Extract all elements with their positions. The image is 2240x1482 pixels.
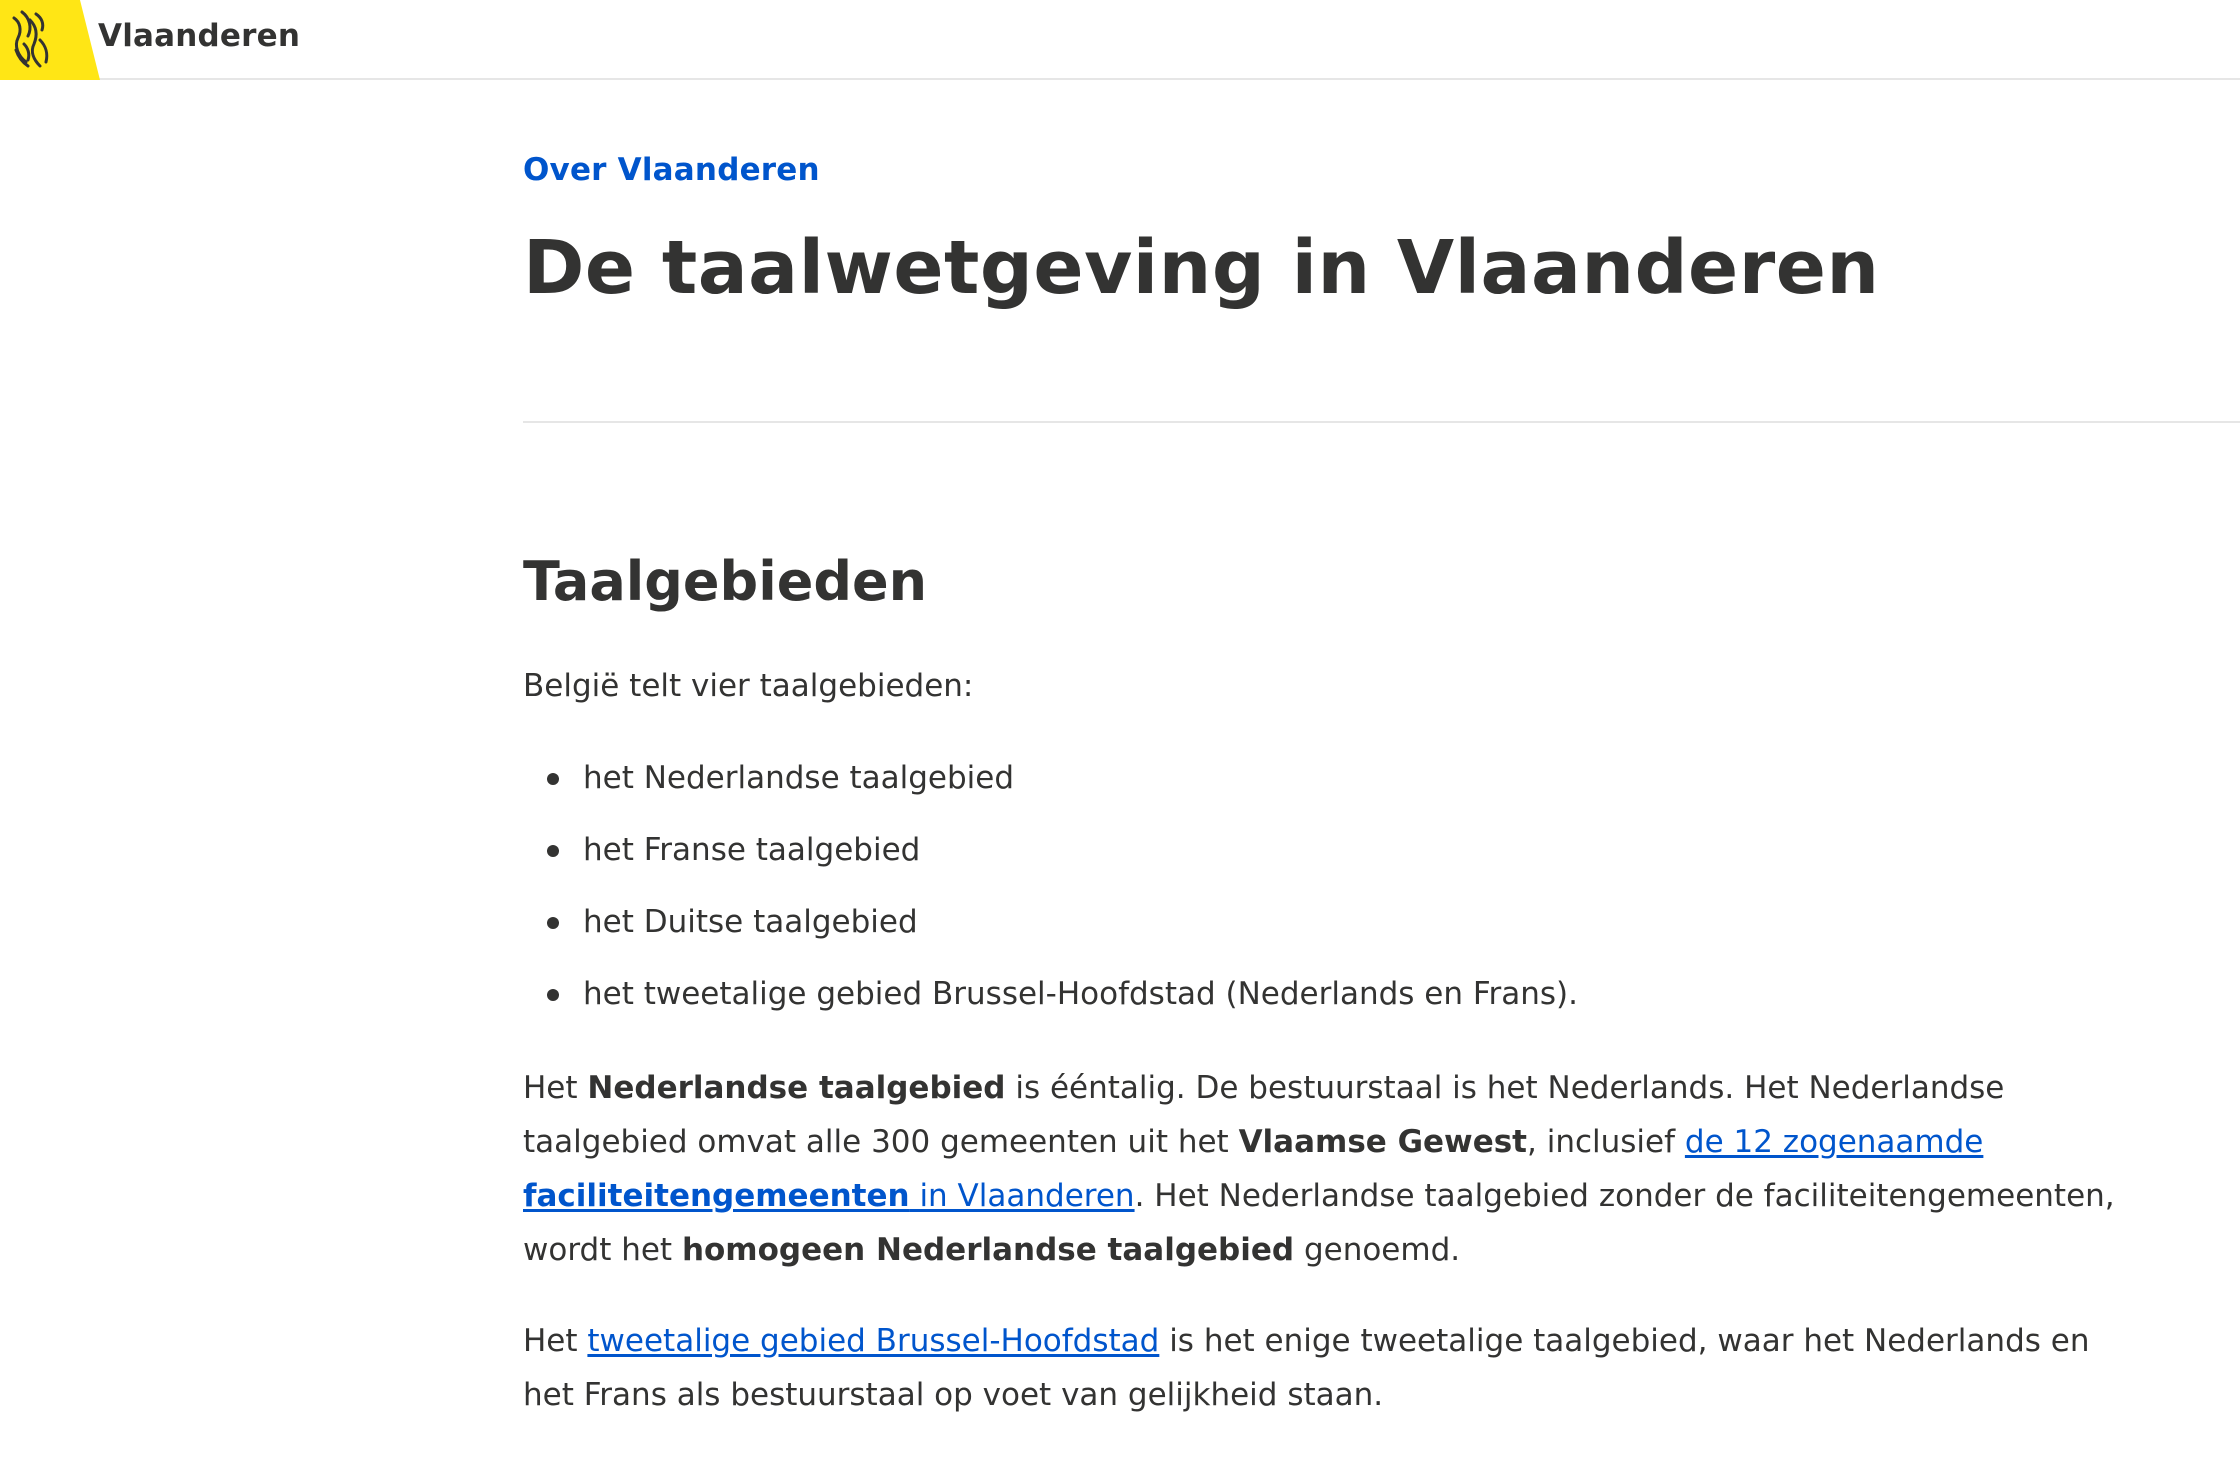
- list-item: [523, 828, 1578, 900]
- site-header: [0, 0, 2240, 80]
- bullet-icon: [547, 917, 559, 929]
- list-item: [523, 756, 1578, 828]
- paragraph-text: . Het Nederlandse taalgebied zonder de faciliteitengemeenten, wordt het: [523, 1178, 2115, 1268]
- paragraph-text: genoemd.: [1294, 1232, 1461, 1268]
- flemish-lion-icon[interactable]: [0, 0, 100, 80]
- link-text-bold[interactable]: faciliteitengemeenten: [523, 1178, 910, 1214]
- bold-text: Nederlandse taalgebied: [587, 1070, 1006, 1106]
- paragraph-text: is ééntalig. De bestuurstaal is het Nederlands. Het Nederlandse taalgebied omvat alle 300 gemeenten uit het: [523, 1070, 2005, 1160]
- paragraph-nederlandse-taalgebied: [523, 1061, 2143, 1277]
- section-title: Taalgebieden: [523, 550, 928, 613]
- bold-text: homogeen Nederlandse taalgebied: [681, 1232, 1295, 1268]
- paragraph-text: is het enige tweetalige taalgebied, waar het Nederlands en het Frans als bestuurstaal op voet van gelijkheid staan.: [523, 1323, 2090, 1413]
- brand-link[interactable]: Vlaanderen: [98, 18, 301, 54]
- link-text[interactable]: de 12 zogenaamde: [1684, 1124, 1984, 1160]
- section-intro: België telt vier taalgebieden:: [523, 668, 974, 704]
- paragraph-text: Het: [523, 1323, 588, 1359]
- list-item: [523, 900, 1578, 972]
- link-text[interactable]: in Vlaanderen: [909, 1178, 1135, 1214]
- bullet-icon: [547, 989, 559, 1001]
- breadcrumb-link[interactable]: Over Vlaanderen: [523, 152, 820, 188]
- bullet-icon: [547, 845, 559, 857]
- list-item-text: het Franse taalgebied: [583, 832, 921, 868]
- list-item: [523, 972, 1578, 1044]
- bullet-icon: [547, 773, 559, 785]
- list-item-text: het Nederlandse taalgebied: [583, 760, 1015, 796]
- list-item-text: het Duitse taalgebied: [583, 904, 918, 940]
- divider: [523, 421, 2240, 423]
- paragraph-text: , inclusief: [1527, 1124, 1685, 1160]
- taalgebieden-list: [523, 756, 1578, 1044]
- bold-text: Vlaamse Gewest: [1238, 1124, 1527, 1160]
- list-item-text: het tweetalige gebied Brussel-Hoofdstad (Nederlands en Frans).: [583, 976, 1578, 1012]
- brussel-hoofdstad-link[interactable]: tweetalige gebied Brussel-Hoofdstad: [587, 1323, 1160, 1359]
- page-title: De taalwetgeving in Vlaanderen: [523, 225, 1880, 311]
- paragraph-text: Het: [523, 1070, 588, 1106]
- paragraph-brussel: [523, 1314, 2143, 1422]
